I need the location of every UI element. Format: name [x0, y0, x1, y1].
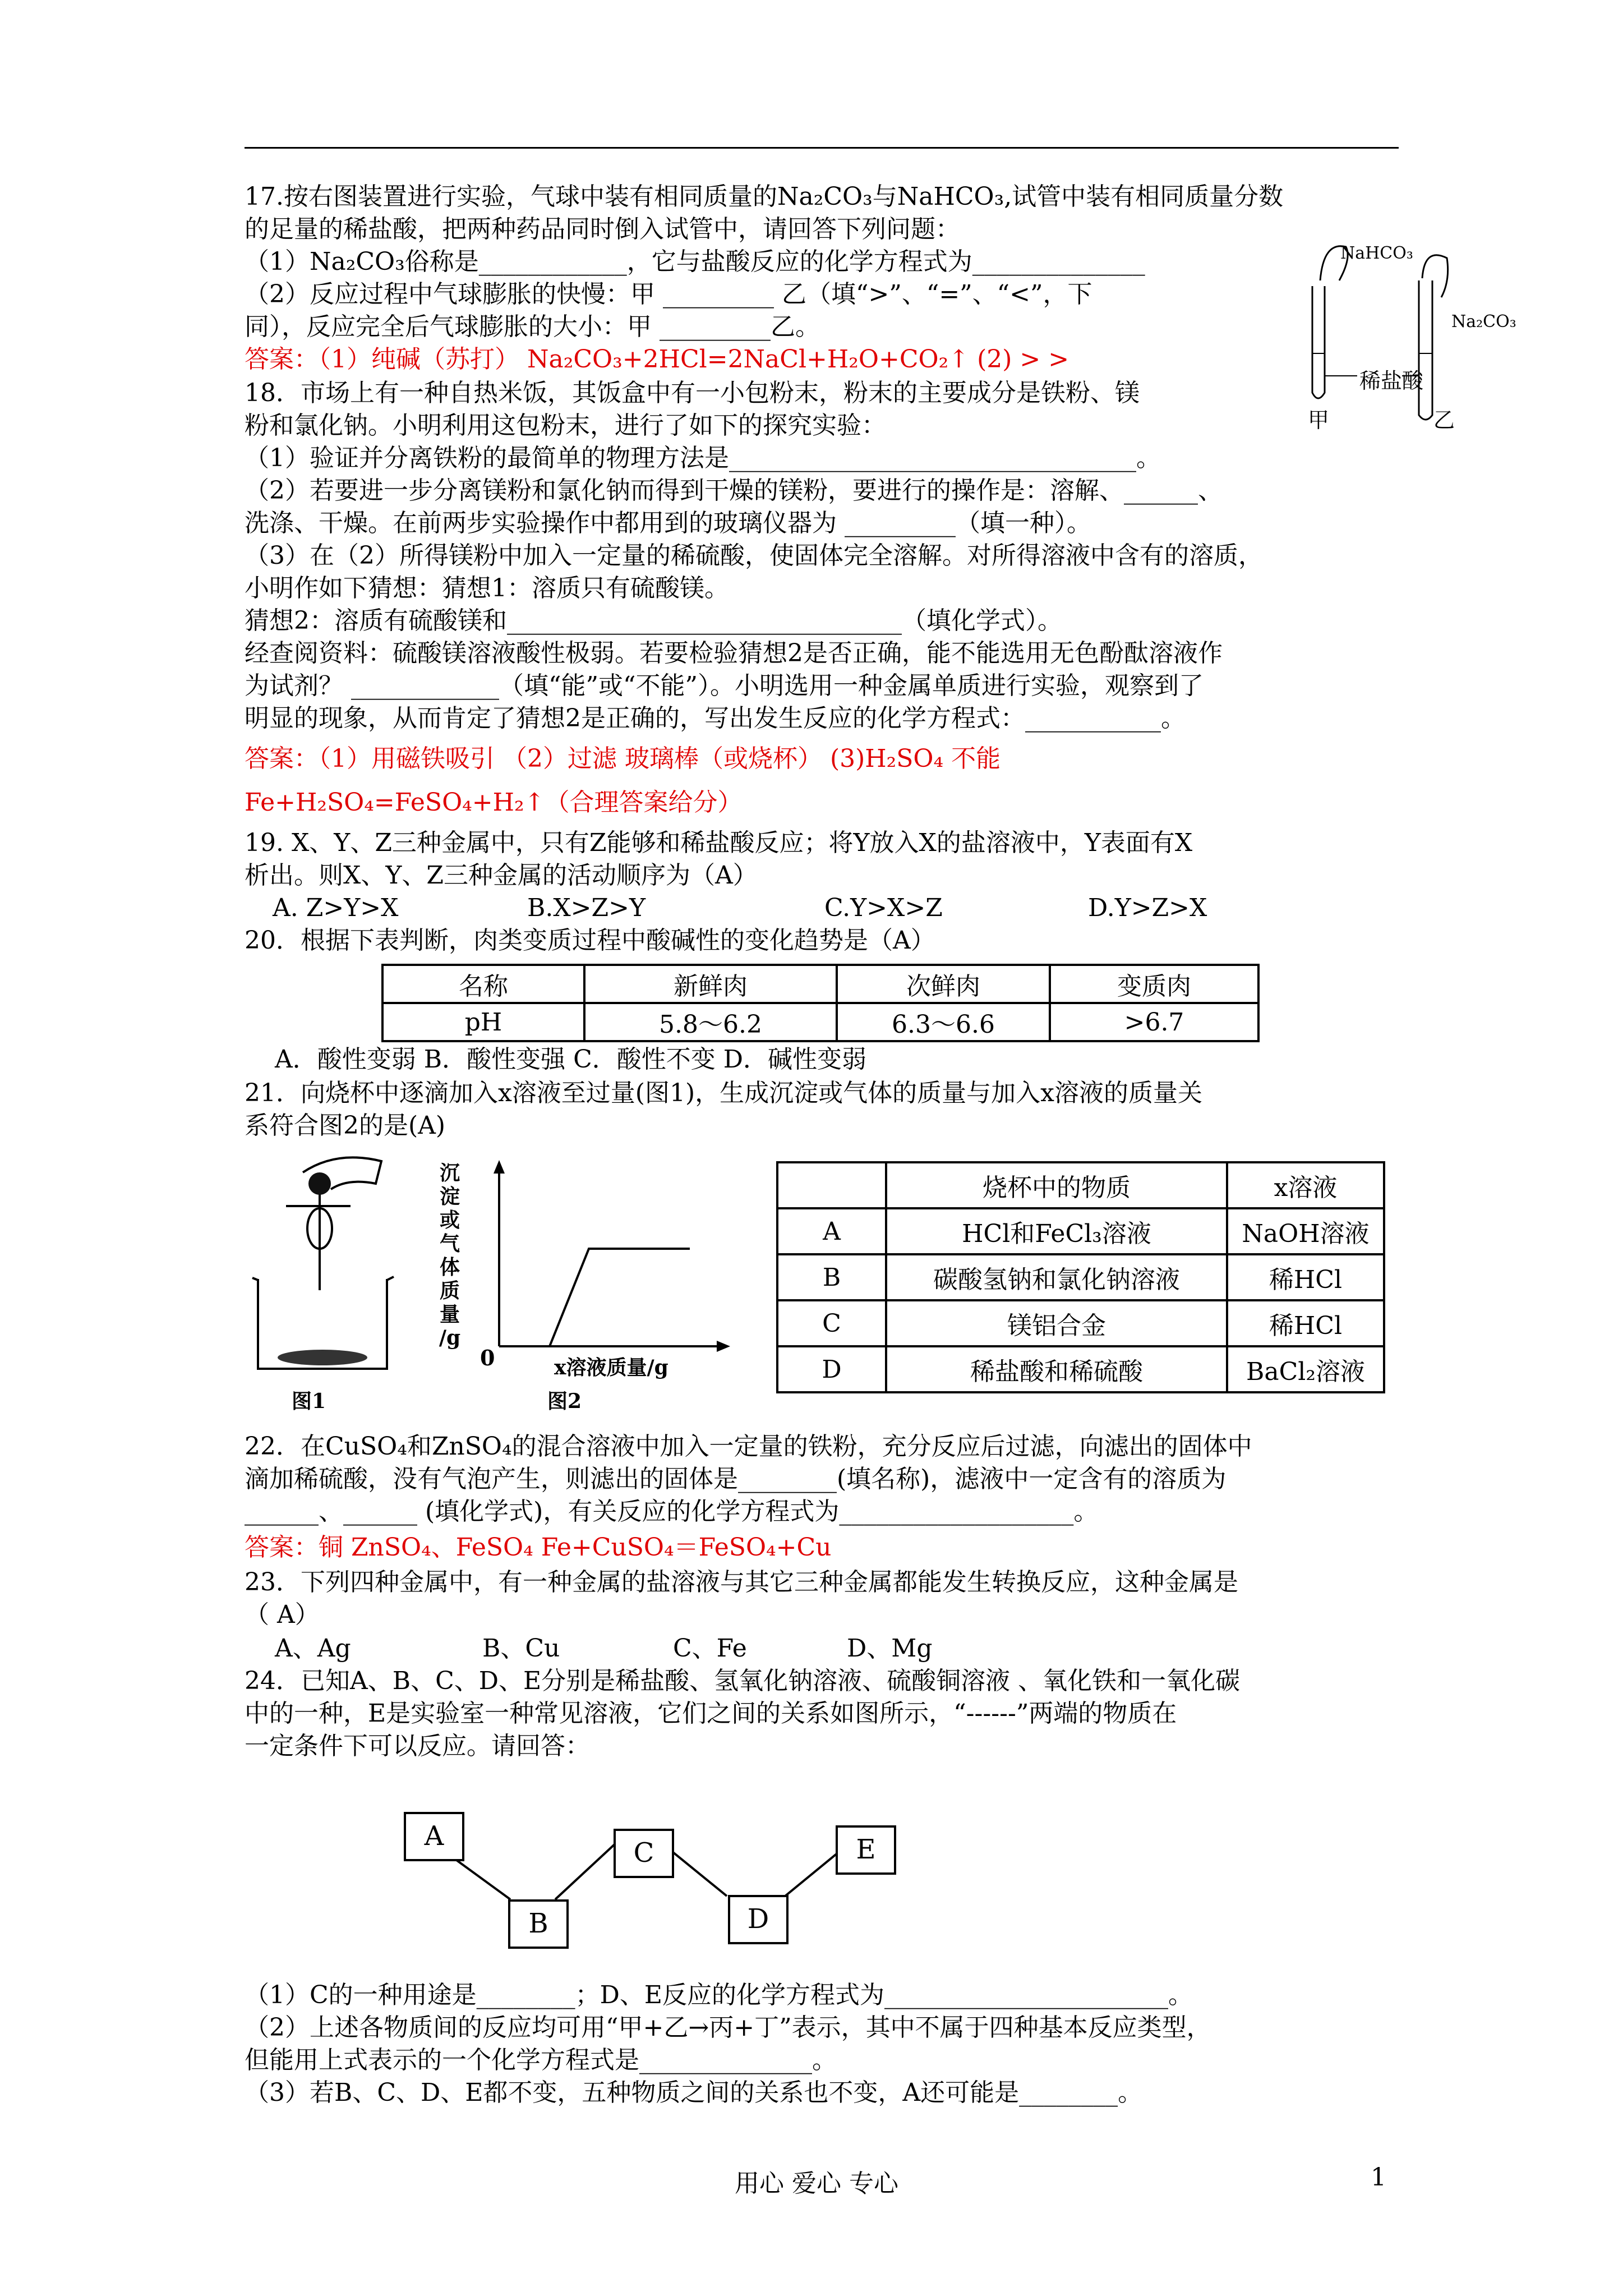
q24-line1: 24．已知A、B、C、D、E分别是稀盐酸、氢氧化钠溶液、硫酸铜溶液 、氧化铁和一氧化碳 [245, 1667, 1241, 1695]
header-rule [245, 147, 1399, 149]
rt-cell: BaCl₂溶液 [1227, 1346, 1384, 1392]
q19-option-a: A. Z>Y>X [273, 894, 399, 922]
reaction-table [776, 1161, 1385, 1393]
graph-origin: 0 [480, 1345, 495, 1370]
q24-line7: （3）若B、C、D、E都不变，五种物质之间的关系也不变，A还可能是________。 [245, 2078, 1143, 2107]
q18-line7: 小明作如下猜想：猜想1：溶质只有硫酸镁。 [245, 574, 729, 602]
mass-graph [432, 1156, 735, 1380]
ph-cell: 名称 [382, 965, 584, 1003]
box-b: B [508, 1899, 569, 1949]
q18-line9: 经查阅资料：硫酸镁溶液酸性极弱。若要检验猜想2是否正确，能不能选用无色酚酞溶液作 [245, 639, 1223, 668]
q20-line1: 20．根据下表判断，肉类变质过程中酸碱性的变化趋势是（A） [245, 926, 935, 955]
q23-option-a: A、Ag [275, 1634, 351, 1663]
q22-line2: 滴加稀硫酸，没有气泡产生，则滤出的固体是________(填名称)，滤液中一定含有的溶质为 [245, 1465, 1227, 1493]
q23-line2: （ A） [245, 1600, 320, 1629]
q18-line4: （2）若要进一步分离镁粉和氯化钠而得到干燥的镁粉，要进行的操作是：溶解、______、 [245, 476, 1223, 505]
q24-line5: （2）上述各物质间的反应均可用“甲+乙→丙+丁”表示，其中不属于四种基本反应类型， [245, 2013, 1211, 2042]
q17-answer: 答案：（1）纯碱（苏打） Na₂CO₃+2HCl=2NaCl+H₂O+CO₂↑ (2) > > [245, 345, 1069, 374]
q23-option-b: B、Cu [482, 1634, 560, 1663]
label-na2co3: Na₂CO₃ [1451, 312, 1516, 332]
box-c: C [614, 1829, 674, 1878]
rt-cell: B [777, 1254, 886, 1300]
q23-option-d: D、Mg [847, 1634, 933, 1663]
rt-cell: C [777, 1300, 886, 1346]
q17-line4: （2）反应过程中气球膨胀的快慢：甲 _________ 乙（填“>”、“=”、“<”，下 [245, 280, 1092, 309]
graph-xlabel: x溶液质量/g [554, 1356, 668, 1379]
q19-option-d: D.Y>Z>X [1088, 894, 1207, 922]
q20-options: A．酸性变弱 B．酸性变强 C．酸性不变 D．碱性变弱 [275, 1045, 867, 1074]
q18-line11: 明显的现象，从而肯定了猜想2是正确的，写出发生反应的化学方程式：___________。 [245, 704, 1186, 733]
rt-cell: HCl和FeCl₃溶液 [886, 1208, 1227, 1254]
q22-answer: 答案：铜 ZnSO₄、FeSO₄ Fe+CuSO₄＝FeSO₄+Cu [245, 1533, 832, 1562]
graph-ylabel: 沉 淀 或 气 体 质 量 /g [439, 1161, 461, 1350]
q19-line1: 19. X、Y、Z三种金属中，只有Z能够和稀盐酸反应；将Y放入X的盐溶液中，Y表面有X [245, 829, 1193, 857]
box-a: A [404, 1812, 464, 1861]
q17-line1: 17.按右图装置进行实验，气球中装有相同质量的Na₂CO₃与NaHCO₃,试管中装有相同质量分数 [245, 182, 1284, 211]
beaker-figure [247, 1150, 415, 1374]
rt-cell: x溶液 [1227, 1162, 1384, 1208]
ph-cell: >6.7 [1050, 1003, 1258, 1041]
box-e: E [836, 1825, 896, 1875]
box-d: D [728, 1895, 789, 1944]
q24-line6: 但能用上式表示的一个化学方程式是______________。 [245, 2046, 837, 2074]
q17-line5: 同），反应完全后气球膨胀的大小：甲 _________乙。 [245, 312, 820, 341]
q18-line1: 18．市场上有一种自热米饭，其饭盒中有一小包粉末，粉末的主要成分是铁粉、镁 [245, 379, 1140, 407]
q22-line3: ______、______ (填化学式)，有关反应的化学方程式为___________________。 [245, 1497, 1099, 1526]
ph-cell: 6.3～6.6 [837, 1003, 1050, 1041]
ph-cell: 变质肉 [1050, 965, 1258, 1003]
rt-cell: 稀盐酸和稀硫酸 [886, 1346, 1227, 1392]
q19-option-b: B.X>Z>Y [527, 894, 645, 922]
q18-line3: （1）验证并分离铁粉的最简单的物理方法是_________________________________。 [245, 444, 1161, 472]
q23-option-c: C、Fe [673, 1634, 747, 1663]
q19-line2: 析出。则X、Y、Z三种金属的活动顺序为（A） [245, 861, 758, 890]
ph-cell: pH [382, 1003, 584, 1041]
footer-text: 用心 爱心 专心 [735, 2169, 898, 2198]
rt-cell: 碳酸氢钠和氯化钠溶液 [886, 1254, 1227, 1300]
q18-line5: 洗涤、干燥。在前两步实验操作中都用到的玻璃仪器为 _________（填一种）。 [245, 509, 1091, 537]
q24-line4: （1）C的一种用途是________；D、E反应的化学方程式为_______________________。 [245, 1981, 1193, 2009]
q21-line2: 系符合图2的是(A) [245, 1111, 446, 1140]
q19-option-c: C.Y>X>Z [824, 894, 943, 922]
rt-cell: NaOH溶液 [1227, 1208, 1384, 1254]
test-tube-figure [1290, 236, 1469, 426]
rt-cell: 稀HCl [1227, 1254, 1384, 1300]
q18-line6: （3）在（2）所得镁粉中加入一定量的稀硫酸，使固体完全溶解。对所得溶液中含有的溶质， [245, 541, 1263, 570]
q17-line3: （1）Na₂CO₃俗称是____________，它与盐酸反应的化学方程式为______________ [245, 247, 1145, 276]
rt-cell: 稀HCl [1227, 1300, 1384, 1346]
ph-cell: 5.8～6.2 [584, 1003, 837, 1041]
fig1-caption: 图1 [292, 1389, 326, 1413]
rt-cell [777, 1162, 886, 1208]
rt-cell: 镁铝合金 [886, 1300, 1227, 1346]
fig2-caption: 图2 [547, 1389, 582, 1413]
q24-line3: 一定条件下可以反应。请回答： [245, 1732, 590, 1760]
q22-line1: 22．在CuSO₄和ZnSO₄的混合溶液中加入一定量的铁粉，充分反应后过滤，向滤出的固体中 [245, 1432, 1252, 1461]
q18-line8: 猜想2：溶质有硫酸镁和________________________________（填化学式）。 [245, 606, 1062, 635]
rt-cell: 烧杯中的物质 [886, 1162, 1227, 1208]
rt-cell: D [777, 1346, 886, 1392]
label-yi: 乙 [1433, 408, 1455, 432]
q23-line1: 23．下列四种金属中，有一种金属的盐溶液与其它三种金属都能发生转换反应，这种金属是 [245, 1568, 1238, 1596]
q18-line2: 粉和氯化钠。小明利用这包粉末，进行了如下的探究实验： [245, 411, 886, 440]
q18-answer2: Fe+H₂SO₄=FeSO₄+H₂↑（合理答案给分） [245, 788, 743, 817]
q21-line1: 21．向烧杯中逐滴加入x溶液至过量(图1)，生成沉淀或气体的质量与加入x溶液的质量关 [245, 1079, 1202, 1107]
ph-cell: 新鲜肉 [584, 965, 837, 1003]
ph-table [381, 964, 1260, 1042]
q17-line2: 的足量的稀盐酸，把两种药品同时倒入试管中，请回答下列问题： [245, 215, 960, 243]
q18-line10: 为试剂？ ____________（填“能”或“不能”）。小明选用一种金属单质进行实验，观察到了 [245, 671, 1204, 700]
rt-cell: A [777, 1208, 886, 1254]
label-nahco3: NaHCO₃ [1340, 243, 1413, 263]
page-number: 1 [1371, 2163, 1386, 2192]
q24-line2: 中的一种，E是实验室一种常见溶液，它们之间的关系如图所示，“------”两端的物质在 [245, 1699, 1177, 1728]
ph-cell: 次鲜肉 [837, 965, 1050, 1003]
label-acid: 稀盐酸 [1359, 369, 1424, 393]
label-jia: 甲 [1308, 408, 1330, 432]
q18-answer1: 答案：（1）用磁铁吸引 （2）过滤 玻璃棒（或烧杯） (3)H₂SO₄ 不能 [245, 744, 1001, 773]
